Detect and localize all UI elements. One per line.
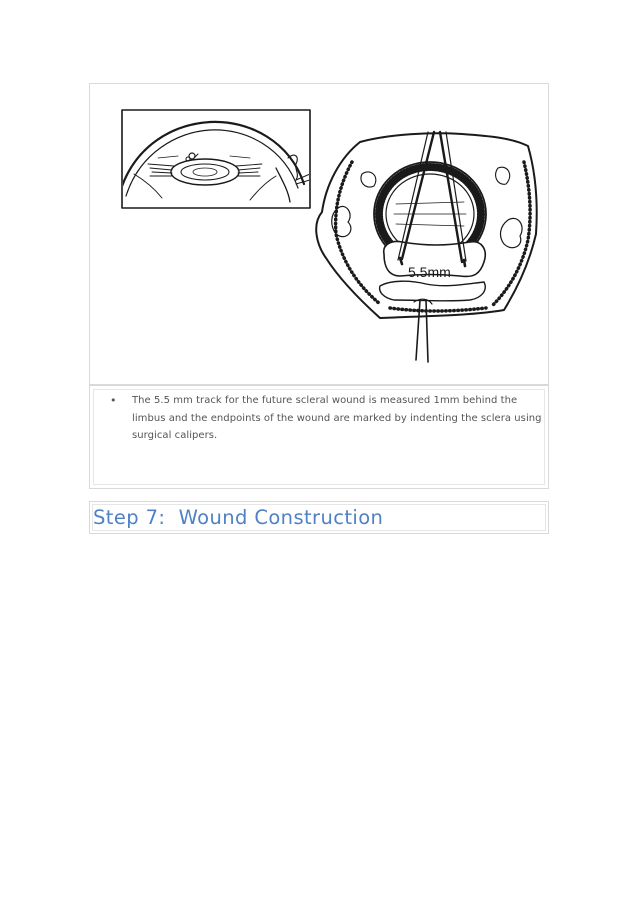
main-operative-view [316, 132, 537, 362]
caption-item: • The 5.5 mm track for the future scleral wound is measured 1mm behind the limbus and the endpoints of the wound are marked by indenting the sclera using surgical calipers. [132, 392, 542, 445]
step-title: Step 7: Wound Construction [93, 506, 384, 529]
caption-cell [89, 385, 549, 489]
surgical-illustration [90, 84, 548, 384]
inset-cross-section [120, 110, 310, 208]
caption-list [90, 392, 542, 445]
measurement-label: 5.5mm [408, 264, 451, 280]
figure-cell [89, 83, 549, 385]
step-heading-cell [89, 501, 549, 534]
